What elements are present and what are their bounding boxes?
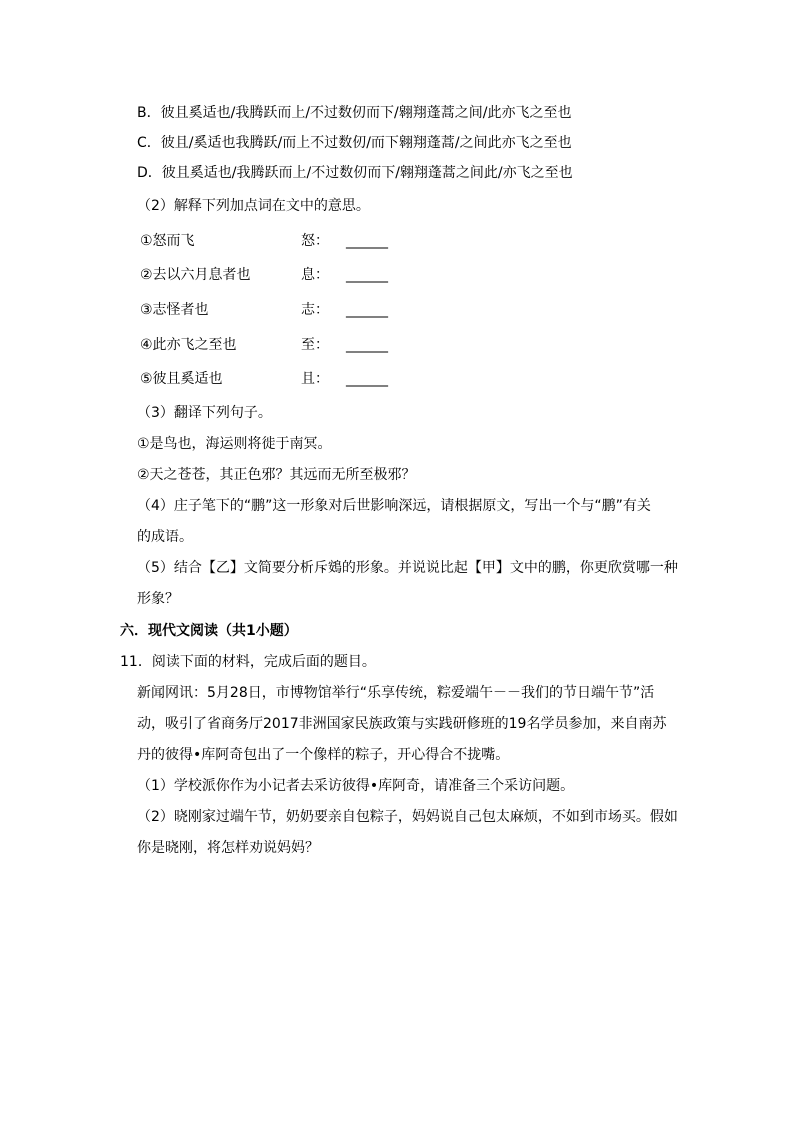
q5-line-1: （5）结合【乙】文简要分析斥鴳的形象。并说说比起【甲】文中的鹏，你更欣赏哪一种: [137, 560, 678, 576]
q2-prompt: （2）解释下列加点词在文中的意思。: [137, 198, 370, 214]
answer-blank[interactable]: ______: [346, 371, 388, 387]
q4-line-1: （4）庄子笔下的“鹏”这一形象对后世影响深远，请根据原文，写出一个与“鹏”有关: [137, 498, 651, 514]
q11-title: 11．阅读下面的材料，完成后面的题目。: [120, 654, 376, 670]
q3-sentence-2: ②天之苍苍，其正色邪？其远而无所至极邪？: [137, 467, 416, 483]
q11-sub-2-line-2: 你是晓刚，将怎样劝说妈妈？: [137, 840, 319, 856]
vocab-char: 息：: [301, 267, 329, 283]
option-c: C．彼且/奚适也我腾跃/而上不过数仞/而下翱翔蓬蒿/之间此亦飞之至也: [137, 135, 572, 151]
answer-blank[interactable]: ______: [346, 337, 388, 353]
q3-sentence-1: ①是鸟也，海运则将徙于南冥。: [137, 436, 332, 452]
vocab-char: 怒：: [301, 233, 329, 249]
vocab-row-2: [0, 265, 794, 285]
answer-blank[interactable]: ______: [346, 233, 388, 249]
vocab-word: ④此亦飞之至也: [140, 337, 237, 353]
option-b: B．彼且奚适也/我腾跃而上/不过数仞而下/翱翔蓬蒿之间/此亦飞之至也: [137, 105, 572, 121]
vocab-row-5: [0, 369, 794, 389]
vocab-word: ③志怪者也: [140, 302, 209, 318]
vocab-char: 至：: [301, 337, 329, 353]
news-line-2: 动，吸引了省商务厅2017非洲国家民族政策与实践研修班的19名学员参加，来自南苏: [137, 716, 667, 732]
vocab-row-1: [0, 231, 794, 251]
section-heading: 六．现代文阅读（共1小题）: [120, 623, 298, 639]
q11-sub-2-line-1: （2）晓刚家过端午节，奶奶要亲自包粽子，妈妈说自己包太麻烦，不如到市场买。假如: [137, 809, 678, 825]
vocab-word: ⑤彼且奚适也: [140, 371, 223, 387]
vocab-char: 且：: [301, 371, 329, 387]
vocab-row-4: [0, 335, 794, 355]
option-d: D．彼且奚适也/我腾跃而上/不过数仞而下/翱翔蓬蒿之间此/亦飞之至也: [137, 165, 573, 181]
news-line-1: 新闻网讯：5月28日，市博物馆举行“乐享传统，粽爱端午－－我们的节日端午节”活: [137, 685, 655, 701]
vocab-word: ①怒而飞: [140, 233, 195, 249]
answer-blank[interactable]: ______: [346, 267, 388, 283]
vocab-row-3: [0, 300, 794, 320]
q4-line-2: 的成语。: [137, 529, 193, 545]
q3-prompt: （3）翻译下列句子。: [137, 405, 272, 421]
vocab-char: 志：: [301, 302, 329, 318]
q11-sub-1: （1）学校派你作为小记者去采访彼得•库阿奇，请准备三个采访问题。: [137, 778, 575, 794]
news-line-3: 丹的彼得•库阿奇包出了一个像样的粽子，开心得合不拢嘴。: [137, 747, 510, 763]
q5-line-2: 形象？: [137, 591, 179, 607]
vocab-word: ②去以六月息者也: [140, 267, 251, 283]
answer-blank[interactable]: ______: [346, 302, 388, 318]
